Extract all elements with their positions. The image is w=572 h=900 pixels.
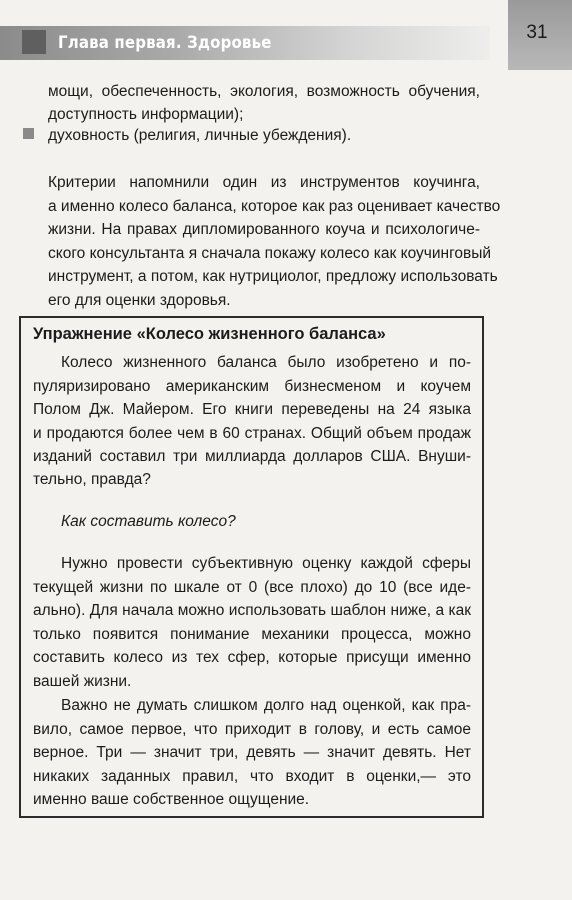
paragraph-line: его для оценки здоровья.: [48, 292, 231, 309]
exercise-paragraph-line: никаких заданных правил, что входит в оценки,— это: [33, 768, 471, 785]
intro-line: мощи, обеспеченность, экология, возможность обучения,: [48, 83, 480, 100]
exercise-paragraph-line: вашей жизни.: [33, 673, 132, 690]
paragraph-line: инструмент, а потом, как нутрициолог, предложу использовать: [48, 268, 498, 285]
exercise-paragraph-line: ально). Для начала можно использовать шаблон ниже, а как: [33, 602, 471, 619]
paragraph-line: а именно колесо баланса, которое как раз оценивает качество: [48, 198, 501, 215]
exercise-paragraph-line: только появится понимание механики процесса, можно: [33, 626, 471, 643]
exercise-paragraph-line: пуляризировано американским бизнесменом и коучем: [33, 378, 471, 395]
exercise-paragraph-line: верное. Три — значит три, девять — значит девять. Нет: [33, 744, 471, 761]
exercise-paragraph-line: составить колесо из тех сфер, которые присущи именно: [33, 649, 471, 666]
paragraph-line: жизни. На правах дипломированного коуча и психологиче-: [48, 221, 480, 238]
exercise-paragraph-line: тельно, правда?: [33, 471, 151, 488]
bullet-square-icon: [23, 128, 34, 139]
exercise-paragraph-line: Полом Дж. Майером. Его книги переведены на 24 языка: [33, 401, 471, 418]
page-number: 31: [526, 22, 548, 43]
exercise-paragraph-line: Колесо жизненного баланса было изобретено и по-: [61, 354, 471, 371]
exercise-subheading: Как составить колесо?: [61, 513, 236, 530]
exercise-paragraph-line: изданий составил три миллиарда долларов США. Внуши-: [33, 448, 471, 465]
bullet-item: духовность (религия, личные убеждения).: [48, 127, 352, 144]
paragraph-line: Критерии напомнили один из инструментов коучинга,: [48, 174, 480, 191]
exercise-paragraph-line: и продаются более чем в 60 странах. Общий объем продаж: [33, 425, 471, 442]
exercise-paragraph-line: Важно не думать слишком долго над оценкой, как пра-: [61, 697, 471, 714]
chapter-marker-square: [22, 30, 46, 54]
exercise-paragraph-line: текущей жизни по шкале от 0 (все плохо) до 10 (все иде-: [33, 579, 471, 596]
paragraph-line: ского консультанта я сначала покажу колесо как коучинговый: [48, 245, 492, 262]
exercise-title: Упражнение «Колесо жизненного баланса»: [33, 325, 386, 343]
intro-line: доступность информации);: [48, 106, 244, 123]
exercise-paragraph-line: вило, самое первое, что приходит в голову, и есть самое: [33, 721, 471, 738]
exercise-paragraph-line: именно ваше собственное ощущение.: [33, 791, 310, 808]
chapter-title: Глава первая. Здоровье: [58, 33, 272, 53]
exercise-paragraph-line: Нужно провести субъективную оценку каждой сферы: [61, 555, 471, 572]
